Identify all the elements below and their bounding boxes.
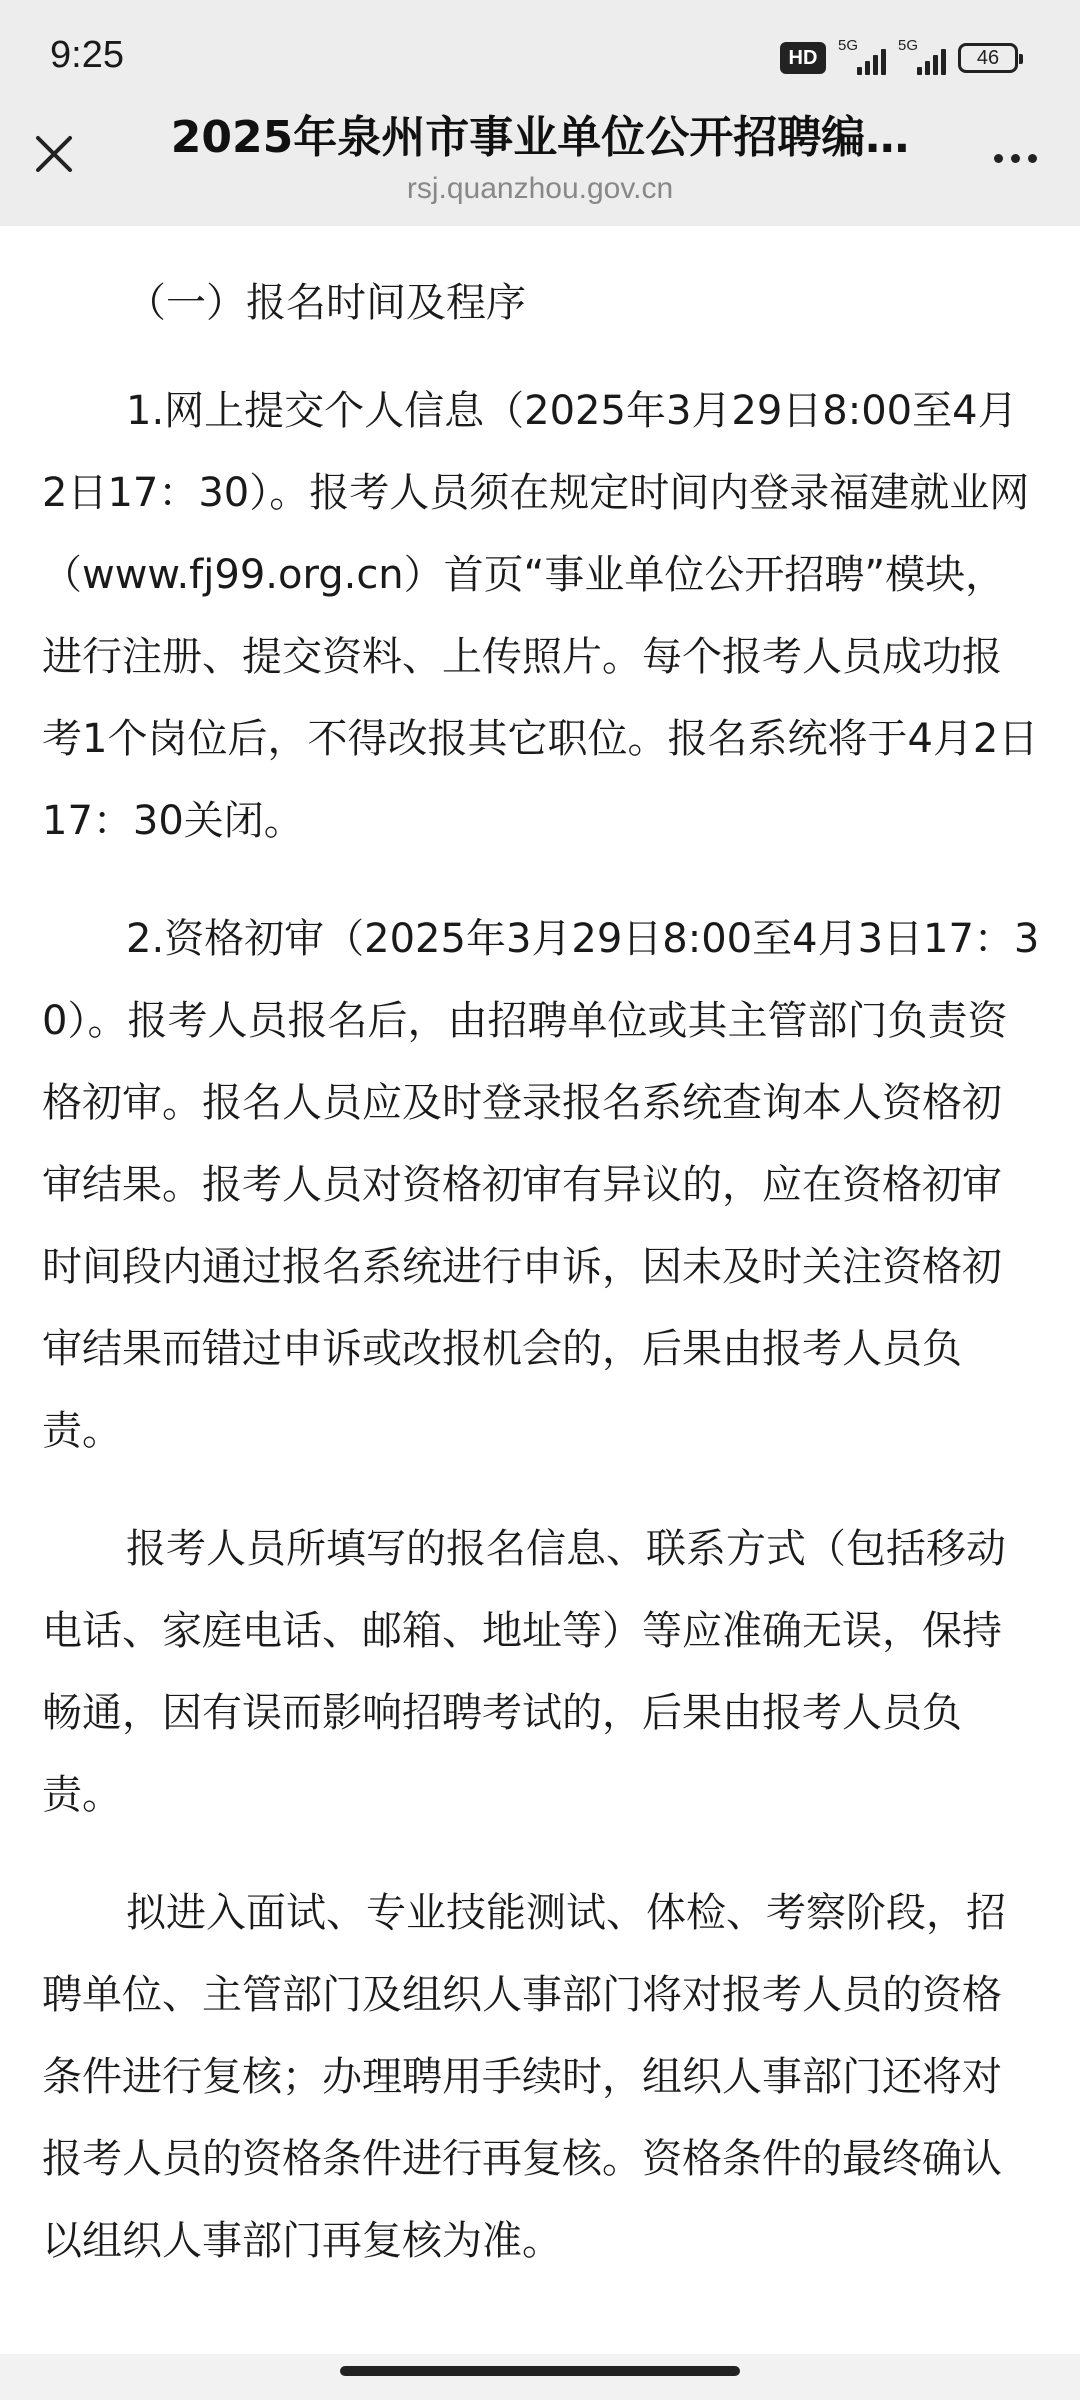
battery-icon: 46 [958, 43, 1018, 73]
more-button[interactable] [980, 130, 1050, 186]
signal-label: 5G [898, 37, 919, 54]
signal-label: 5G [838, 37, 859, 54]
title-block [140, 110, 940, 206]
bottom-bar [0, 2354, 1080, 2400]
browser-header [0, 0, 1080, 226]
more-dots-icon [1011, 154, 1020, 163]
hd-icon: HD [780, 42, 826, 74]
article-content [42, 262, 1040, 2282]
status-time: 9:25 [50, 34, 124, 76]
more-dots-icon [994, 154, 1003, 163]
article-paragraph: 报考人员所填写的报名信息、联系方式（包括移动电话、家庭电话、邮箱、地址等）等应准确无误，保持畅通，因有误而影响招聘考试的，后果由报考人员负责。 [42, 1526, 1006, 1818]
home-indicator[interactable] [340, 2366, 740, 2376]
section-heading: （一）报名时间及程序 [126, 280, 526, 326]
article-paragraph: 2.资格初审（2025年3月29日8:00至4月3日17：30）。报考人员报名后，由招聘单位或其主管部门负责资格初审。报名人员应及时登录报名系统查询本人资格初审结果。报考人员对资格初审有异议的，应在资格初审时间段内通过报名系统进行申诉，因未及时关注资格初审结果而错过申诉或改报机会的，后果由报考人员负责。 [42, 916, 1040, 1454]
status-icons [780, 37, 1018, 76]
signal-icon [838, 37, 886, 75]
article-paragraph: 拟进入面试、专业技能测试、体检、考察阶段，招聘单位、主管部门及组织人事部门将对报考人员的资格条件进行复核；办理聘用手续时，组织人事部门还将对报考人员的资格条件进行再复核。资格条件的最终确认以组织人事部门再复核为准。 [42, 1890, 1006, 2264]
page-title: 2025年泉州市事业单位公开招聘编… [170, 112, 910, 163]
article-paragraph: 1.网上提交个人信息（2025年3月29日8:00至4月2日17：30）。报考人员须在规定时间内登录福建就业网（www.fj99.org.cn）首页“事业单位公开招聘”模块，进行注册、提交资料、上传照片。每个报考人员成功报考1个岗位后，不得改报其它职位。报名系统将于4月2日17：30关闭。 [42, 388, 1039, 844]
close-button[interactable] [26, 126, 82, 182]
close-icon [34, 134, 74, 174]
page-url: rsj.quanzhou.gov.cn [406, 172, 674, 205]
more-dots-icon [1028, 154, 1037, 163]
signal-icon [898, 37, 946, 75]
